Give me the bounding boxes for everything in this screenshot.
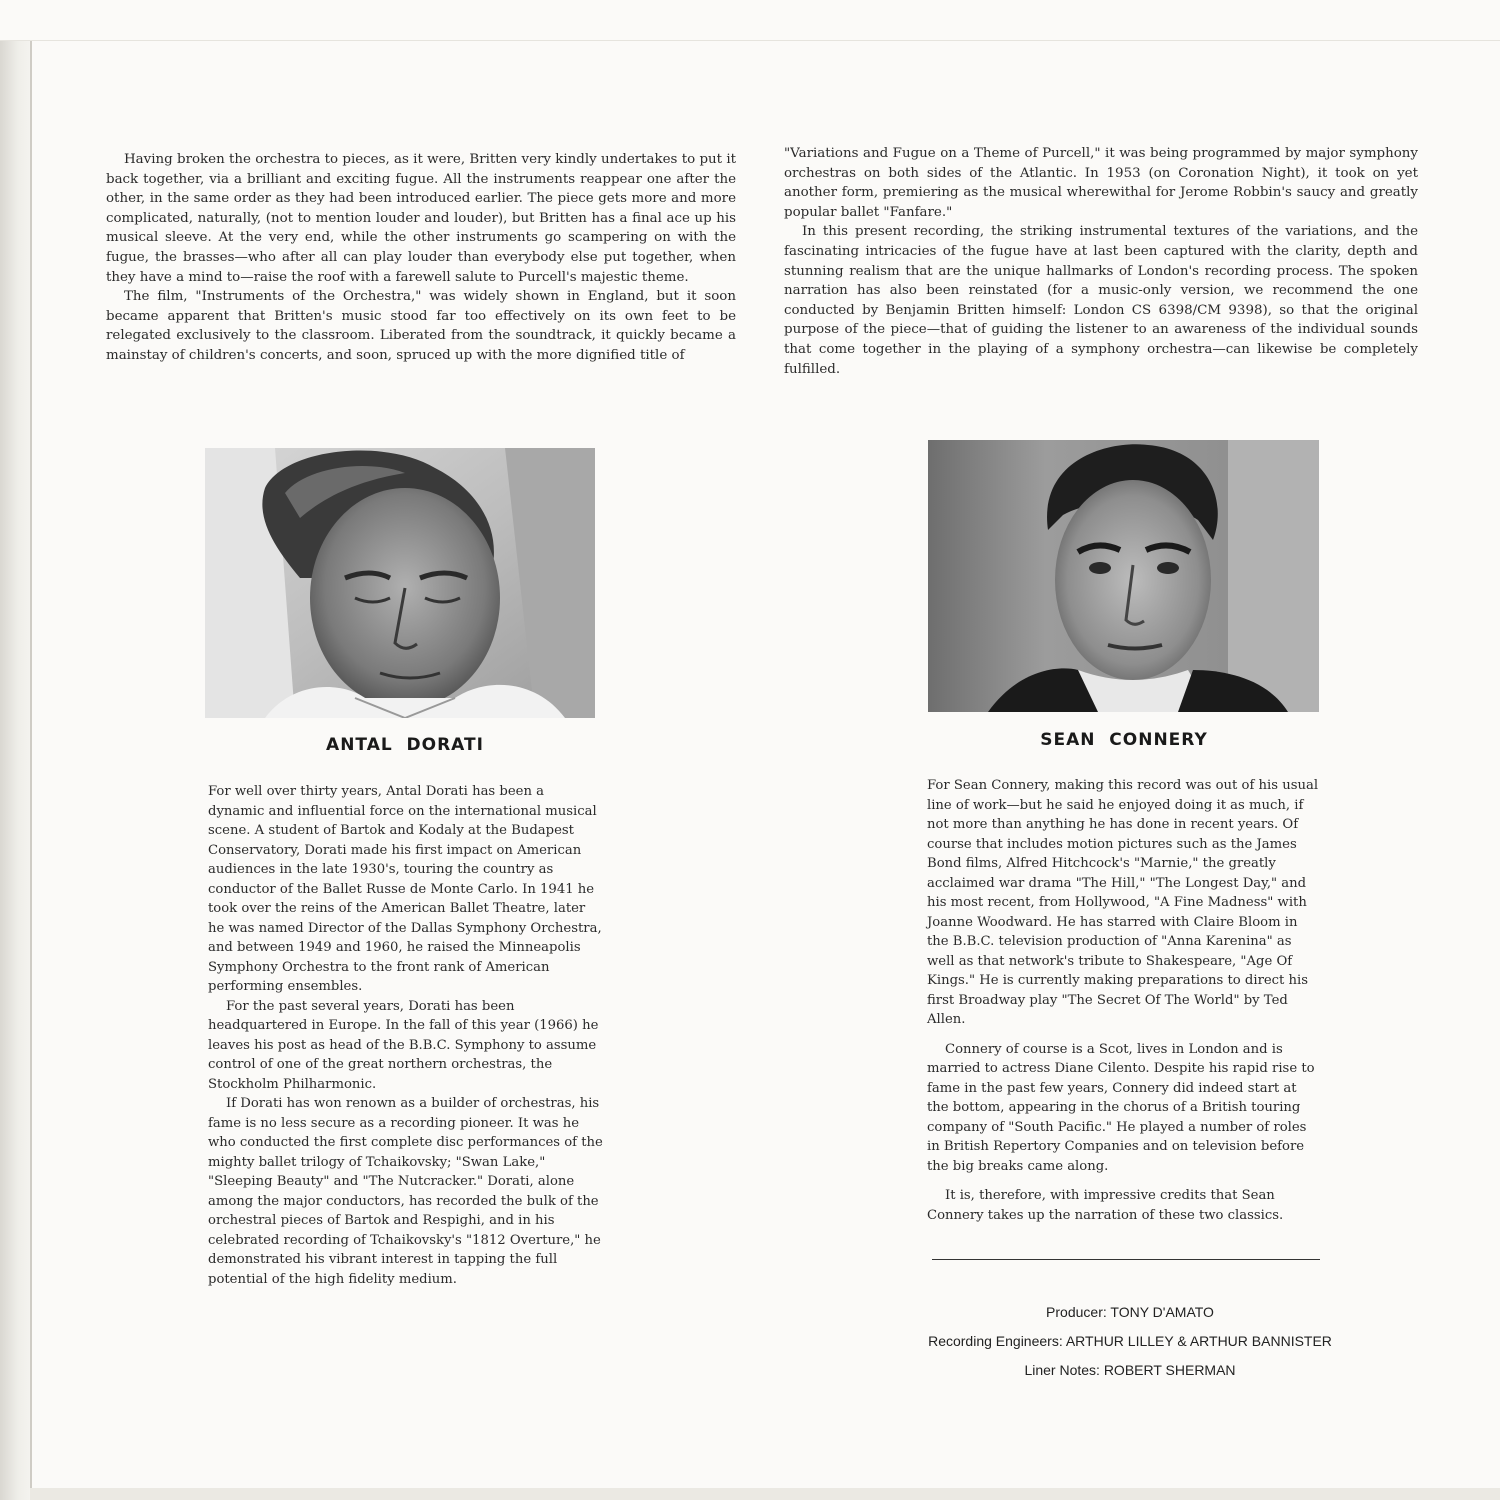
connery-portrait-image bbox=[928, 440, 1319, 712]
credit-engineers-value: ARTHUR LILLEY & ARTHUR BANNISTER bbox=[1065, 1333, 1332, 1349]
connery-bio-paragraph-1: For Sean Connery, making this record was out of his usual line of work—but he said he enjoyed doing it as much, if not more than anything he has done in recent years. Of course that includes motion pictures such as the James Bond films, Alfred Hitchcock's "Marnie," the greatly acclaimed war drama "The Hill," "The Longest Day," and his most recent, from Hollywood, "A Fine Madness" with Joanne Woodward. He has starred with Claire Bloom in the B.B.C. television production of "Anna Karenina" as well as that network's tribute to Shakespeare, "Age Of Kings." He is currently making preparations to direct his first Broadway play "The Secret Of The World" by Ted Allen. bbox=[927, 778, 1319, 1027]
credit-producer-value: TONY D'AMATO bbox=[1110, 1304, 1214, 1320]
intro-right-paragraph-1: "Variations and Fugue on a Theme of Purcell," it was being programmed by major symphony orchestras on both sides of the Atlantic. In 1953 (on Coronation Night), it took on yet another form, premiering as the musical wherewithal for Jerome Robbin's saucy and greatly popular ballet "Fanfare." bbox=[784, 146, 1418, 220]
fold-crease bbox=[30, 40, 32, 1500]
connery-bio-paragraph-3: It is, therefore, with impressive credits that Sean Connery takes up the narration of these two classics. bbox=[927, 1188, 1284, 1223]
credit-liner-notes bbox=[880, 1356, 1380, 1385]
credits-block bbox=[880, 1298, 1380, 1385]
connery-bio bbox=[927, 776, 1320, 1225]
connery-name-heading: SEAN CONNERY bbox=[1040, 730, 1208, 750]
dorati-bio-paragraph-3: If Dorati has won renown as a builder of orchestras, his fame is no less secure as a recording pioneer. It was he who conducted the first complete disc performances of the mighty ballet trilogy of Tchaikovsky; "Swan Lake," "Sleeping Beauty" and "The Nutcracker." Dorati, alone among the major conductors, has recorded the bulk of the orchestral pieces of Bartok and Respighi, and in his celebrated recording of Tchaikovsky's "1812 Overture," he demonstrated his vibrant interest in tapping the full potential of the high fidelity medium. bbox=[208, 1096, 603, 1287]
dorati-bio-paragraph-2: For the past several years, Dorati has been headquartered in Europe. In the fall of this year (1966) he leaves his post as head of the B.B.C. Symphony to assume control of one of the great northern orchestras, the Stockholm Philharmonic. bbox=[208, 998, 599, 1092]
credit-engineers-label: Recording Engineers: bbox=[928, 1333, 1063, 1349]
credit-producer-label: Producer: bbox=[1046, 1304, 1107, 1320]
credit-notes-label: Liner Notes: bbox=[1024, 1362, 1100, 1378]
bottom-edge bbox=[30, 1488, 1500, 1500]
dorati-name-heading: ANTAL DORATI bbox=[326, 735, 484, 755]
dorati-portrait-image bbox=[205, 448, 595, 718]
connery-photo bbox=[928, 440, 1319, 712]
dorati-bio-paragraph-1: For well over thirty years, Antal Dorati has been a dynamic and influential force on the international musical scene. A student of Bartok and Kodaly at the Budapest Conservatory, Dorati made his first impact on American audiences in the late 1930's, touring the country as conductor of the Ballet Russe de Monte Carlo. In 1941 he took over the reins of the American Ballet Theatre, later he was named Director of the Dallas Symphony Orchestra, and between 1949 and 1960, he raised the Minneapolis Symphony Orchestra to the front rank of American performing ensembles. bbox=[208, 784, 602, 994]
gatefold-spine bbox=[0, 40, 30, 1500]
credits-divider bbox=[932, 1259, 1320, 1260]
credit-notes-value: ROBERT SHERMAN bbox=[1103, 1362, 1236, 1378]
dorati-photo bbox=[205, 448, 595, 718]
intro-left-paragraph-1: Having broken the orchestra to pieces, as it were, Britten very kindly undertakes to put it back together, via a brilliant and exciting fugue. All the instruments reappear one after the other, in the same order as they had been introduced earlier. The piece gets more and more complicated, naturally, (not to mention louder and louder), but Britten has a final ace up his musical sleeve. At the very end, while the other instruments go scampering on with the fugue, the brasses—who after all can play louder than everybody else put together, when they have a mind to—raise the roof with a farewell salute to Purcell's majestic theme. bbox=[106, 152, 736, 285]
intro-right-paragraph-2: In this present recording, the striking instrumental textures of the variations, and the fascinating intricacies of the fugue have at last been captured with the clarity, depth and stunning realism that are the unique hallmarks of London's recording process. The spoken narration has also been reinstated (for a music-only version, we recommend the one conducted by Benjamin Britten himself: London CS 6398/CM 9398), so that the original purpose of the piece—that of guiding the listener to an awareness of the individual sounds that come together in the playing of a symphony orchestra—can likewise be completely fulfilled. bbox=[784, 224, 1418, 377]
credit-producer bbox=[880, 1298, 1380, 1327]
connery-bio-paragraph-2: Connery of course is a Scot, lives in London and is married to actress Diane Cilento. Despite his rapid rise to fame in the past few years, Connery did indeed start at the bottom, appearing in the chorus of a British touring company of "South Pacific." He played a number of roles in British Repertory Companies and on television before the big breaks came along. bbox=[927, 1041, 1315, 1174]
dorati-bio bbox=[208, 782, 603, 1289]
intro-left-paragraph-2: The film, "Instruments of the Orchestra," was widely shown in England, but it soon became apparent that Britten's music stood far too effectively on its own feet to be relegated exclusively to the classroom. Liberated from the soundtrack, it quickly became a mainstay of children's concerts, and soon, spruced up with the more dignified title of bbox=[106, 289, 736, 363]
top-edge bbox=[0, 40, 1500, 41]
credit-engineers bbox=[880, 1327, 1380, 1356]
intro-left-column bbox=[106, 150, 736, 366]
intro-right-column bbox=[784, 144, 1418, 379]
